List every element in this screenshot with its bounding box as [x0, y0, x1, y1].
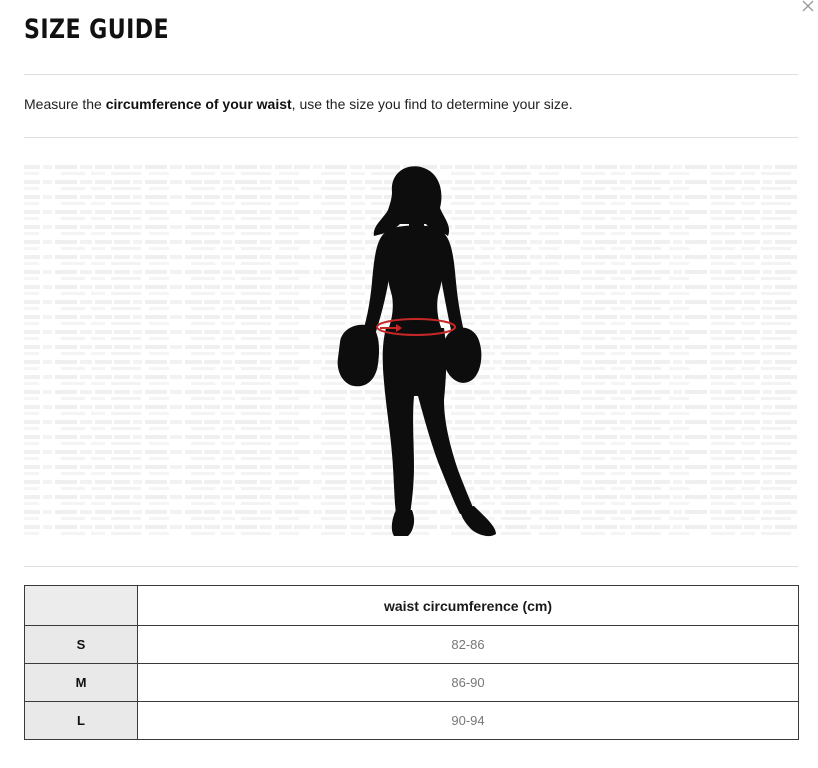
intro-divider — [24, 137, 798, 138]
title-divider — [24, 74, 798, 75]
figure-divider — [24, 566, 798, 567]
size-table — [24, 585, 799, 740]
waist-range: 82-86 — [138, 626, 799, 664]
size-label: S — [25, 626, 138, 664]
intro-text — [24, 96, 573, 112]
size-label: M — [25, 664, 138, 702]
waist-range: 86-90 — [138, 664, 799, 702]
intro-emphasis: circumference of your waist — [105, 96, 292, 112]
table-row — [25, 664, 799, 702]
waist-range: 90-94 — [138, 702, 799, 740]
page-title: SIZE GUIDE — [24, 14, 170, 45]
table-corner-cell — [25, 586, 138, 626]
close-icon[interactable] — [800, 0, 816, 14]
size-label: L — [25, 702, 138, 740]
table-row — [25, 626, 799, 664]
table-header-row — [25, 586, 799, 626]
table-row — [25, 702, 799, 740]
column-header-waist: waist circumference (cm) — [138, 586, 799, 626]
boxer-silhouette-icon — [320, 164, 510, 540]
measurement-figure — [24, 150, 798, 550]
intro-prefix: Measure the — [24, 96, 106, 112]
intro-suffix: , use the size you find to determine your size. — [291, 96, 573, 112]
